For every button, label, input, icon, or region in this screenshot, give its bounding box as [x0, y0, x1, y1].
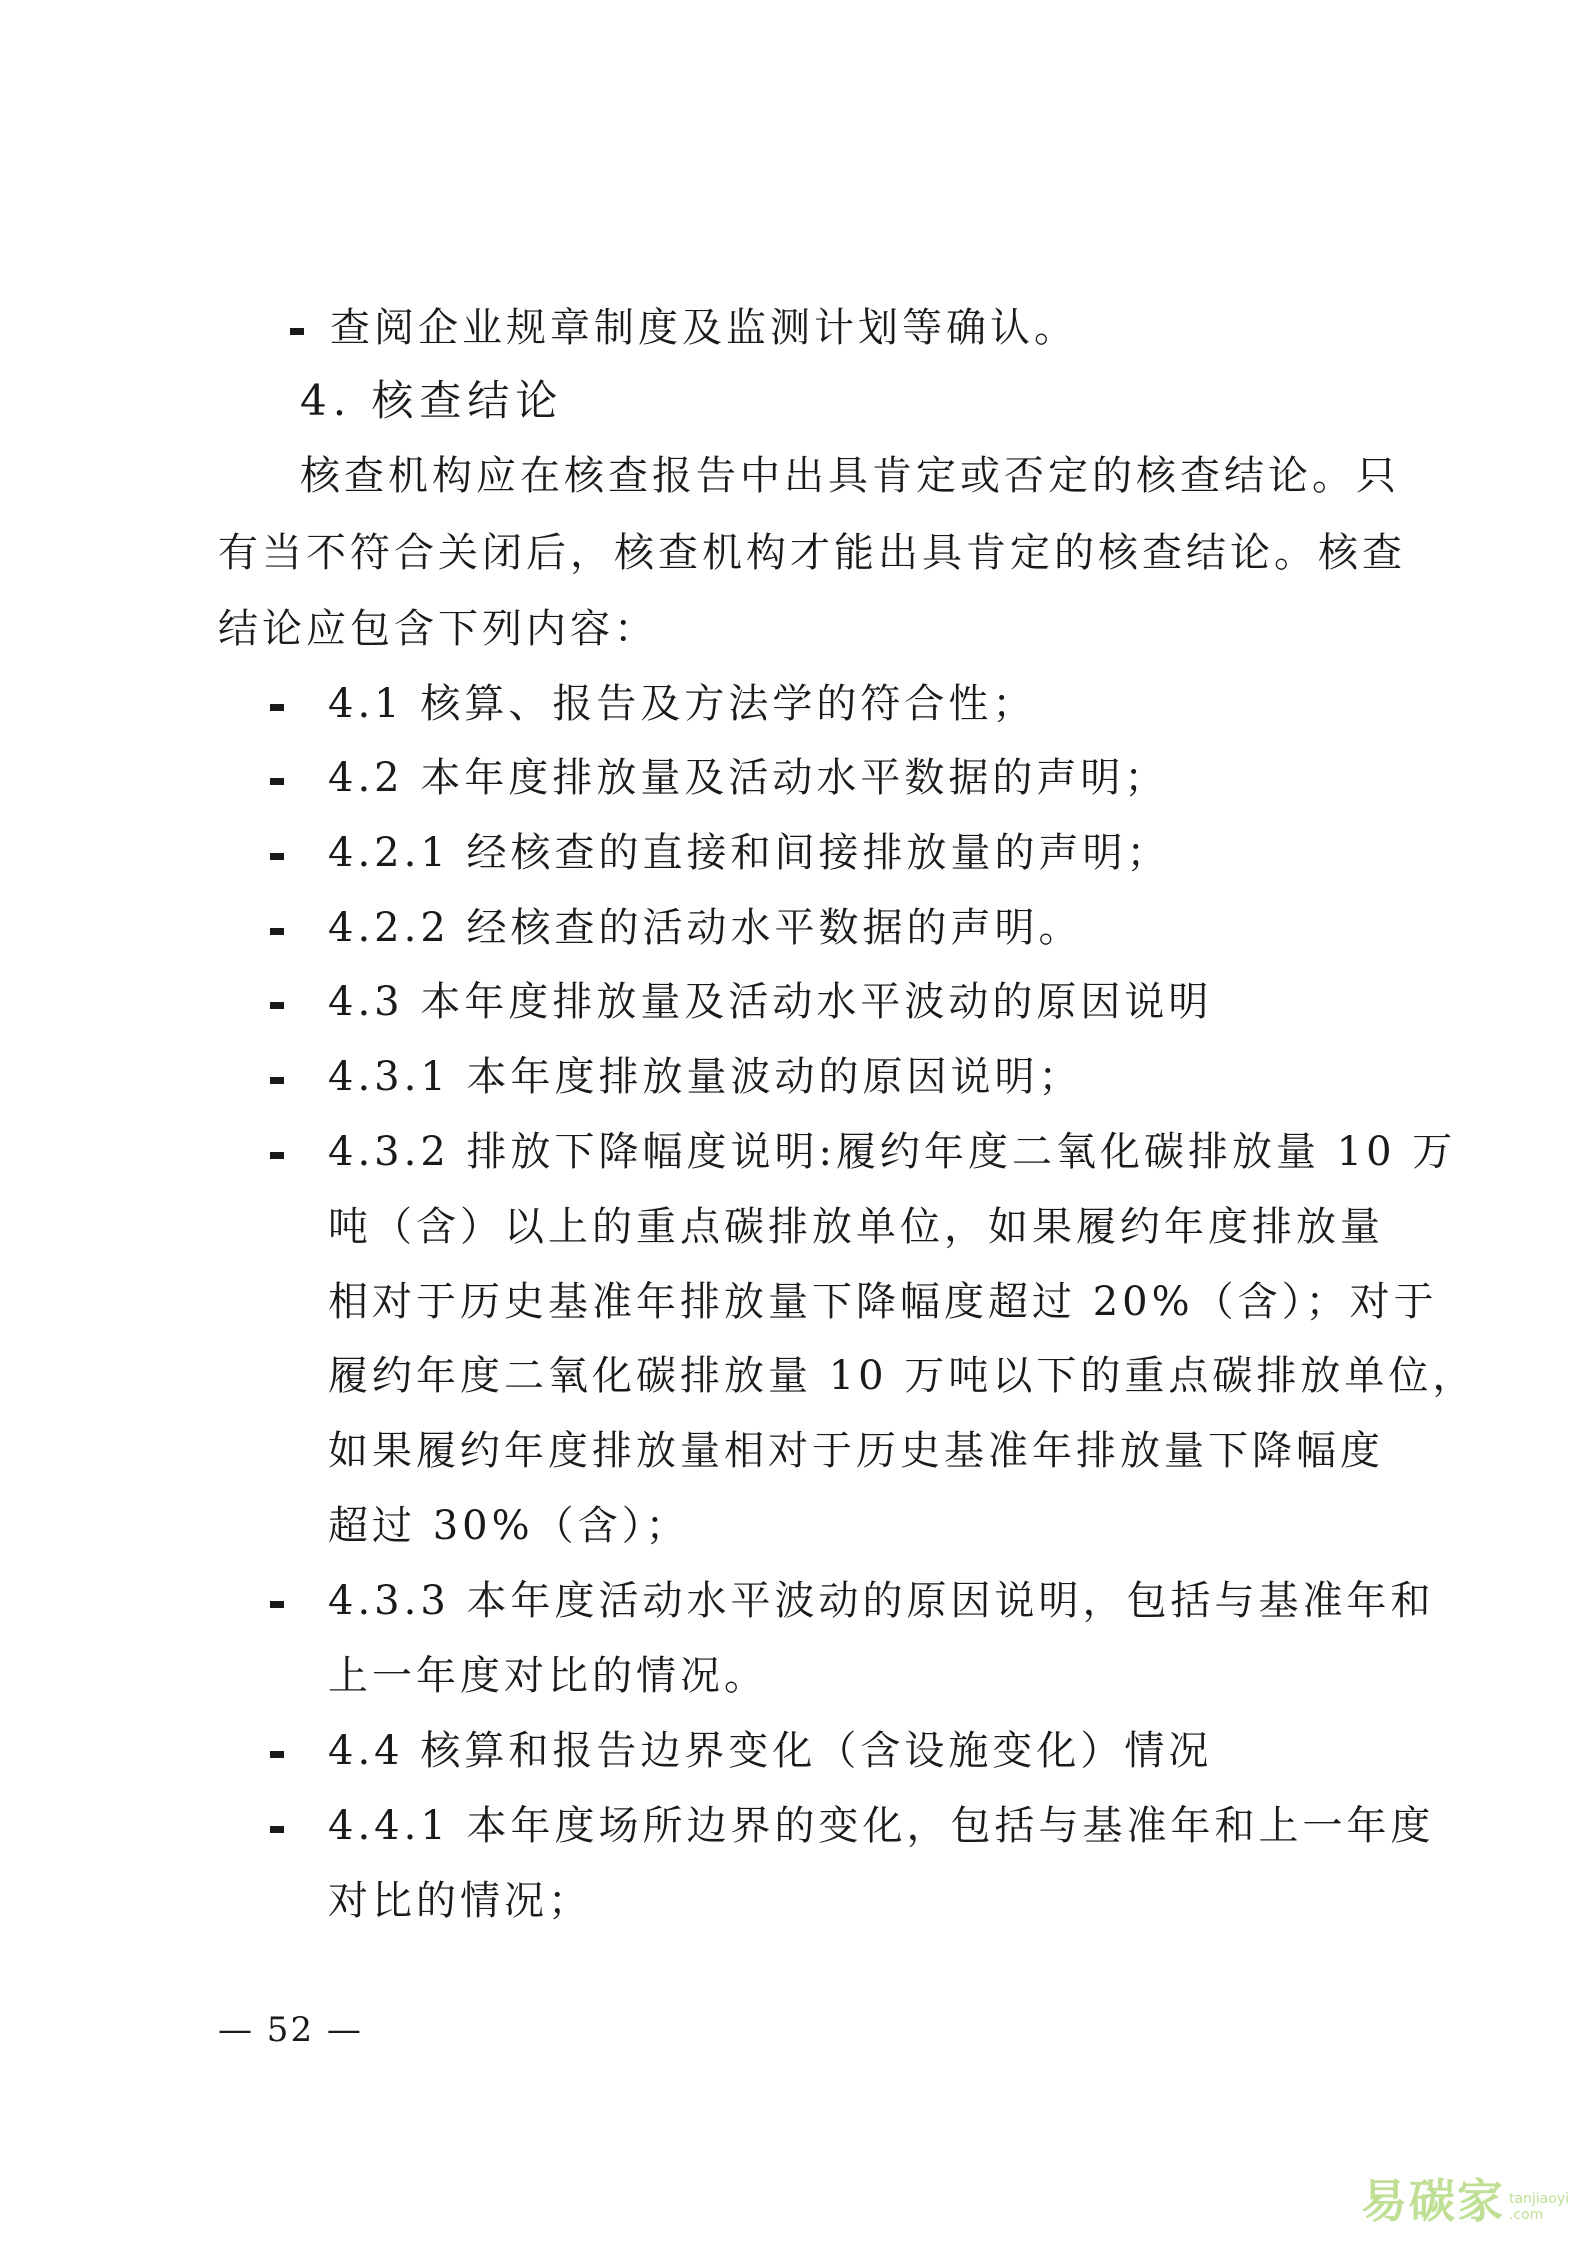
- list-item-line: 4.3.2 排放下降幅度说明:履约年度二氧化碳排放量 10 万: [328, 1129, 1457, 1175]
- watermark-domain-name: tanjiaoyi: [1508, 2191, 1569, 2207]
- list-bullet: [270, 704, 284, 711]
- list-item-line: 4.3.3 本年度活动水平波动的原因说明，包括与基准年和: [328, 1578, 1435, 1624]
- list-bullet: [270, 928, 284, 935]
- list-bullet: [270, 853, 284, 860]
- list-item-line: 超过 30%（含）；: [328, 1503, 690, 1549]
- list-item-line: 4.1 核算、报告及方法学的符合性；: [328, 681, 1037, 727]
- list-item-line: 4.4.1 本年度场所边界的变化，包括与基准年和上一年度: [328, 1803, 1435, 1849]
- list-item-line: 4.3 本年度排放量及活动水平波动的原因说明: [328, 979, 1213, 1025]
- page-number: — 52 —: [218, 2010, 363, 2050]
- list-item-line: 上一年度对比的情况。: [328, 1653, 768, 1699]
- watermark-text: 易碳家: [1360, 2174, 1505, 2228]
- list-item-line: 吨（含）以上的重点碳排放单位，如果履约年度排放量: [328, 1204, 1384, 1250]
- list-item-line: 如果履约年度排放量相对于历史基准年排放量下降幅度: [328, 1428, 1384, 1474]
- watermark-domain-suffix: .com: [1508, 2207, 1544, 2223]
- watermark-logo: [1361, 2165, 1569, 2231]
- list-bullet: [270, 1751, 284, 1758]
- list-bullet: [270, 1077, 284, 1084]
- watermark-domain: [1509, 2191, 1569, 2223]
- list-bullet: [290, 328, 304, 335]
- intro-line-3: 结论应包含下列内容：: [218, 606, 658, 652]
- list-item-line: 4.2 本年度排放量及活动水平数据的声明；: [328, 755, 1169, 801]
- section-heading: 4. 核查结论: [300, 376, 564, 425]
- list-item-check-docs: 查阅企业规章制度及监测计划等确认。: [330, 305, 1078, 351]
- list-bullet: [270, 778, 284, 785]
- list-item-line: 4.2.2 经核查的活动水平数据的声明。: [328, 905, 1083, 951]
- list-item-line: 相对于历史基准年排放量下降幅度超过 20%（含）；对于: [328, 1279, 1438, 1325]
- list-bullet: [270, 1601, 284, 1608]
- list-item-line: 4.3.1 本年度排放量波动的原因说明；: [328, 1054, 1083, 1100]
- list-item-line: 4.2.1 经核查的直接和间接排放量的声明；: [328, 830, 1171, 876]
- intro-line-1: 核查机构应在核查报告中出具肯定或否定的核查结论。只: [300, 453, 1400, 499]
- list-item-line: 4.4 核算和报告边界变化（含设施变化）情况: [328, 1728, 1213, 1774]
- list-bullet: [270, 1002, 284, 1009]
- list-item-line: 对比的情况；: [328, 1878, 592, 1924]
- list-bullet: [270, 1826, 284, 1833]
- list-bullet: [270, 1152, 284, 1159]
- list-item-line: 履约年度二氧化碳排放量 10 万吨以下的重点碳排放单位，: [328, 1353, 1477, 1399]
- intro-line-2: 有当不符合关闭后，核查机构才能出具肯定的核查结论。核查: [218, 530, 1406, 576]
